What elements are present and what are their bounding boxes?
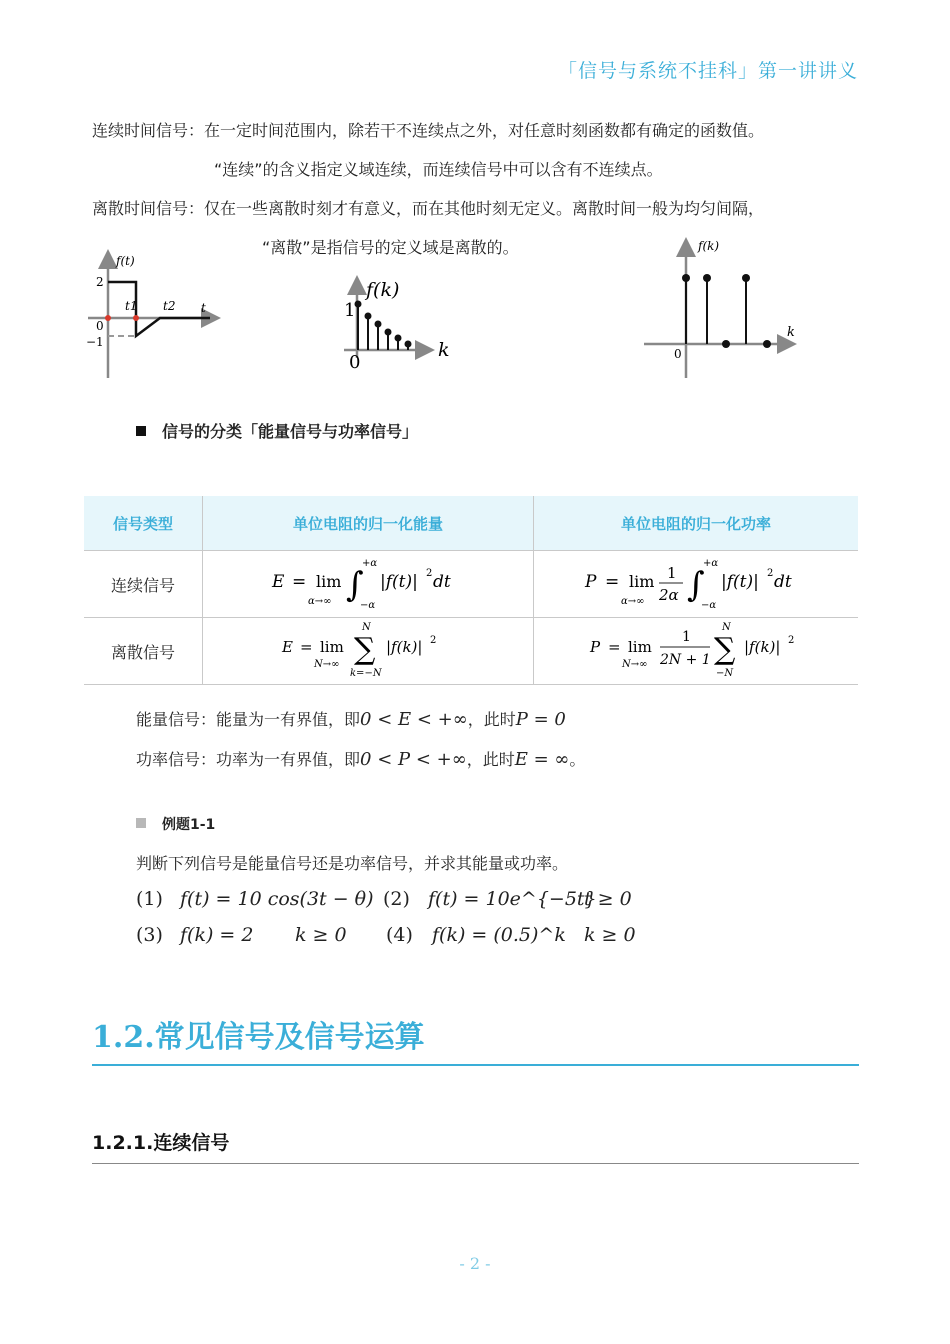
energy-signal-text: 能量为一有界值，即 — [216, 710, 361, 729]
classification-heading — [136, 419, 418, 442]
example-item-1-num: (1) — [136, 888, 163, 910]
discrete-note: “离散”是指信号的定义域是离散的。 — [262, 238, 519, 257]
energy-power-zero-math: P = 0 — [515, 709, 566, 730]
svg-text:−N: −N — [716, 668, 734, 679]
svg-text:∑: ∑ — [714, 632, 736, 667]
continuous-definition — [92, 118, 764, 141]
power-signal-line — [136, 747, 585, 770]
svg-text:E: E — [282, 638, 293, 656]
table-header-cell: 单位电阻的归一化功率 — [534, 496, 859, 551]
svg-text:2: 2 — [430, 635, 437, 646]
svg-text:∫: ∫ — [687, 565, 705, 605]
svg-text:∫: ∫ — [346, 565, 364, 605]
svg-text:lim: lim — [316, 572, 342, 591]
power-signal-text: 功率为一有界值，即 — [216, 750, 361, 769]
svg-text:2N + 1: 2N + 1 — [660, 652, 711, 668]
svg-text:2α: 2α — [659, 586, 679, 604]
svg-text:N: N — [362, 622, 371, 633]
table-row — [84, 618, 858, 685]
svg-text:∑: ∑ — [354, 632, 376, 667]
continuous-def-text: 在一定时间范围内，除若干不连续点之外，对任意时刻函数都有确定的函数值。 — [204, 121, 765, 140]
fig3-func-label: f(k) — [698, 239, 720, 253]
svg-text:−α: −α — [701, 600, 717, 611]
fig2-zero: 0 — [349, 352, 361, 373]
example-item-3-num: (3) — [136, 924, 163, 946]
fig1-func-label: f(t) — [116, 254, 135, 268]
table-header-cell: 信号类型 — [84, 496, 203, 551]
svg-text:k=−N: k=−N — [350, 668, 382, 679]
svg-text:+α: +α — [362, 558, 378, 569]
energy-signal-label: 能量信号： — [136, 710, 217, 729]
signal-type-cell: 连续信号 — [84, 551, 203, 618]
table-row — [84, 551, 858, 618]
bullet-square — [136, 818, 146, 828]
discrete-def-text: 仅在一些离散时刻才有意义，而在其他时刻无定义。离散时间一般为均匀间隔， — [204, 199, 765, 218]
svg-text:lim: lim — [628, 638, 652, 656]
example-item-3-expr: f(k) = 2 — [180, 924, 254, 946]
svg-text:|f(t)|: |f(t)| — [380, 572, 418, 592]
power-formula-cell — [534, 551, 859, 618]
subsection-divider — [92, 1163, 859, 1164]
classification-heading-text: 信号的分类「能量信号与功率信号」 — [162, 422, 419, 441]
stem-lines — [358, 304, 408, 350]
fig1-t1: t1 — [125, 299, 138, 313]
example-item-2-num: (2) — [383, 888, 410, 910]
bullet-square — [136, 426, 146, 436]
table-header-cell: 单位电阻的归一化能量 — [203, 496, 534, 551]
fig3-axis-label: k — [787, 325, 795, 340]
svg-text:=: = — [292, 572, 307, 592]
power-formula-cell — [534, 618, 859, 685]
continuous-note: “连续”的含义指定义域连续，而连续信号中可以含有不连续点。 — [214, 160, 663, 179]
discrete-label: 离散时间信号： — [92, 199, 205, 218]
svg-text:=: = — [608, 638, 621, 656]
svg-text:=: = — [300, 638, 313, 656]
example-prompt: 判断下列信号是能量信号还是功率信号，并求其能量或功率。 — [136, 854, 569, 873]
svg-text:|f(k)|: |f(k)| — [386, 638, 423, 656]
table-header-row — [84, 496, 858, 551]
document-header-title: 「信号与系统不挂科」第一讲讲义 — [557, 60, 858, 82]
section-title: 1.2.常见信号及信号运算 — [92, 1020, 425, 1055]
svg-text:P: P — [590, 638, 601, 656]
svg-text:1: 1 — [667, 564, 677, 582]
fig1-ytick-neg1: −1 — [86, 335, 104, 349]
continuous-label: 连续时间信号： — [92, 121, 205, 140]
svg-text:2: 2 — [426, 568, 433, 579]
section-divider — [92, 1064, 859, 1066]
power-continuous-formula — [581, 552, 811, 612]
energy-signal-line — [136, 707, 566, 730]
stem-dots — [355, 301, 412, 348]
svg-text:2: 2 — [788, 635, 795, 646]
fig1-ytick-2: 2 — [96, 275, 104, 289]
svg-text:lim: lim — [320, 638, 344, 656]
example-item-4-num: (4) — [386, 924, 413, 946]
continuous-signal-figure — [84, 248, 224, 382]
svg-text:α→∞: α→∞ — [621, 596, 645, 607]
svg-text:α→∞: α→∞ — [308, 596, 332, 607]
energy-discrete-formula — [278, 619, 458, 679]
energy-formula-cell — [203, 551, 534, 618]
svg-text:|f(t)|: |f(t)| — [721, 572, 759, 592]
stem-dots — [682, 274, 771, 348]
power-energy-inf-math: E = ∞ — [514, 749, 570, 770]
svg-text:lim: lim — [629, 572, 655, 591]
svg-text:dt: dt — [433, 572, 451, 592]
power-discrete-formula — [586, 619, 806, 679]
fig2-func-label: f(k) — [366, 279, 400, 301]
svg-text:−α: −α — [360, 600, 376, 611]
energy-power-table — [84, 496, 858, 685]
example-heading — [136, 814, 215, 834]
energy-bound-math: 0 < E < +∞ — [360, 709, 468, 730]
signal-type-cell: 离散信号 — [84, 618, 203, 685]
example-item-2-expr: f(t) = 10e^{−5t} — [428, 888, 597, 910]
svg-text:E: E — [272, 572, 285, 592]
example-item-3-cond: k ≥ 0 — [295, 924, 347, 946]
svg-text:N: N — [722, 622, 731, 633]
svg-text:|f(k)|: |f(k)| — [744, 638, 781, 656]
fig2-ytick-1: 1 — [344, 300, 356, 321]
fig1-t2: t2 — [163, 299, 176, 313]
energy-continuous-formula — [268, 552, 468, 612]
page-number: - 2 - — [459, 1254, 491, 1273]
svg-text:N→∞: N→∞ — [622, 659, 648, 670]
example-item-2-cond: t ≥ 0 — [584, 888, 632, 910]
discrete-definition — [92, 196, 764, 219]
example-heading-text: 例题1-1 — [162, 817, 216, 833]
svg-text:+α: +α — [703, 558, 719, 569]
subsection-title: 1.2.1.连续信号 — [92, 1132, 230, 1154]
energy-formula-cell — [203, 618, 534, 685]
power-bound-math: 0 < P < +∞ — [360, 749, 467, 770]
power-signal-end: 。 — [569, 750, 586, 769]
example-item-4-expr: f(k) = (0.5)^k — [432, 924, 566, 946]
svg-text:dt: dt — [774, 572, 792, 592]
stem-lines — [686, 278, 746, 344]
origin-point — [105, 315, 111, 321]
discrete-signal-figure — [640, 234, 800, 382]
fig1-axis-label: t — [201, 301, 206, 315]
svg-text:1: 1 — [682, 629, 691, 645]
fig3-zero: 0 — [674, 347, 682, 361]
signal-curve — [108, 282, 210, 336]
svg-text:=: = — [605, 572, 620, 592]
fig1-zero: 0 — [96, 319, 104, 333]
svg-text:2: 2 — [767, 568, 774, 579]
power-signal-label: 功率信号： — [136, 750, 217, 769]
example-item-1-expr: f(t) = 10 cos(3t − θ) — [180, 888, 374, 910]
t1-point — [133, 315, 139, 321]
example-item-4-cond: k ≥ 0 — [584, 924, 636, 946]
discrete-decay-figure — [336, 270, 456, 374]
energy-signal-mid: ，此时 — [467, 710, 516, 729]
svg-text:P: P — [585, 572, 597, 592]
power-signal-mid: ，此时 — [466, 750, 515, 769]
svg-text:N→∞: N→∞ — [314, 659, 340, 670]
fig2-axis-label: k — [438, 339, 450, 361]
